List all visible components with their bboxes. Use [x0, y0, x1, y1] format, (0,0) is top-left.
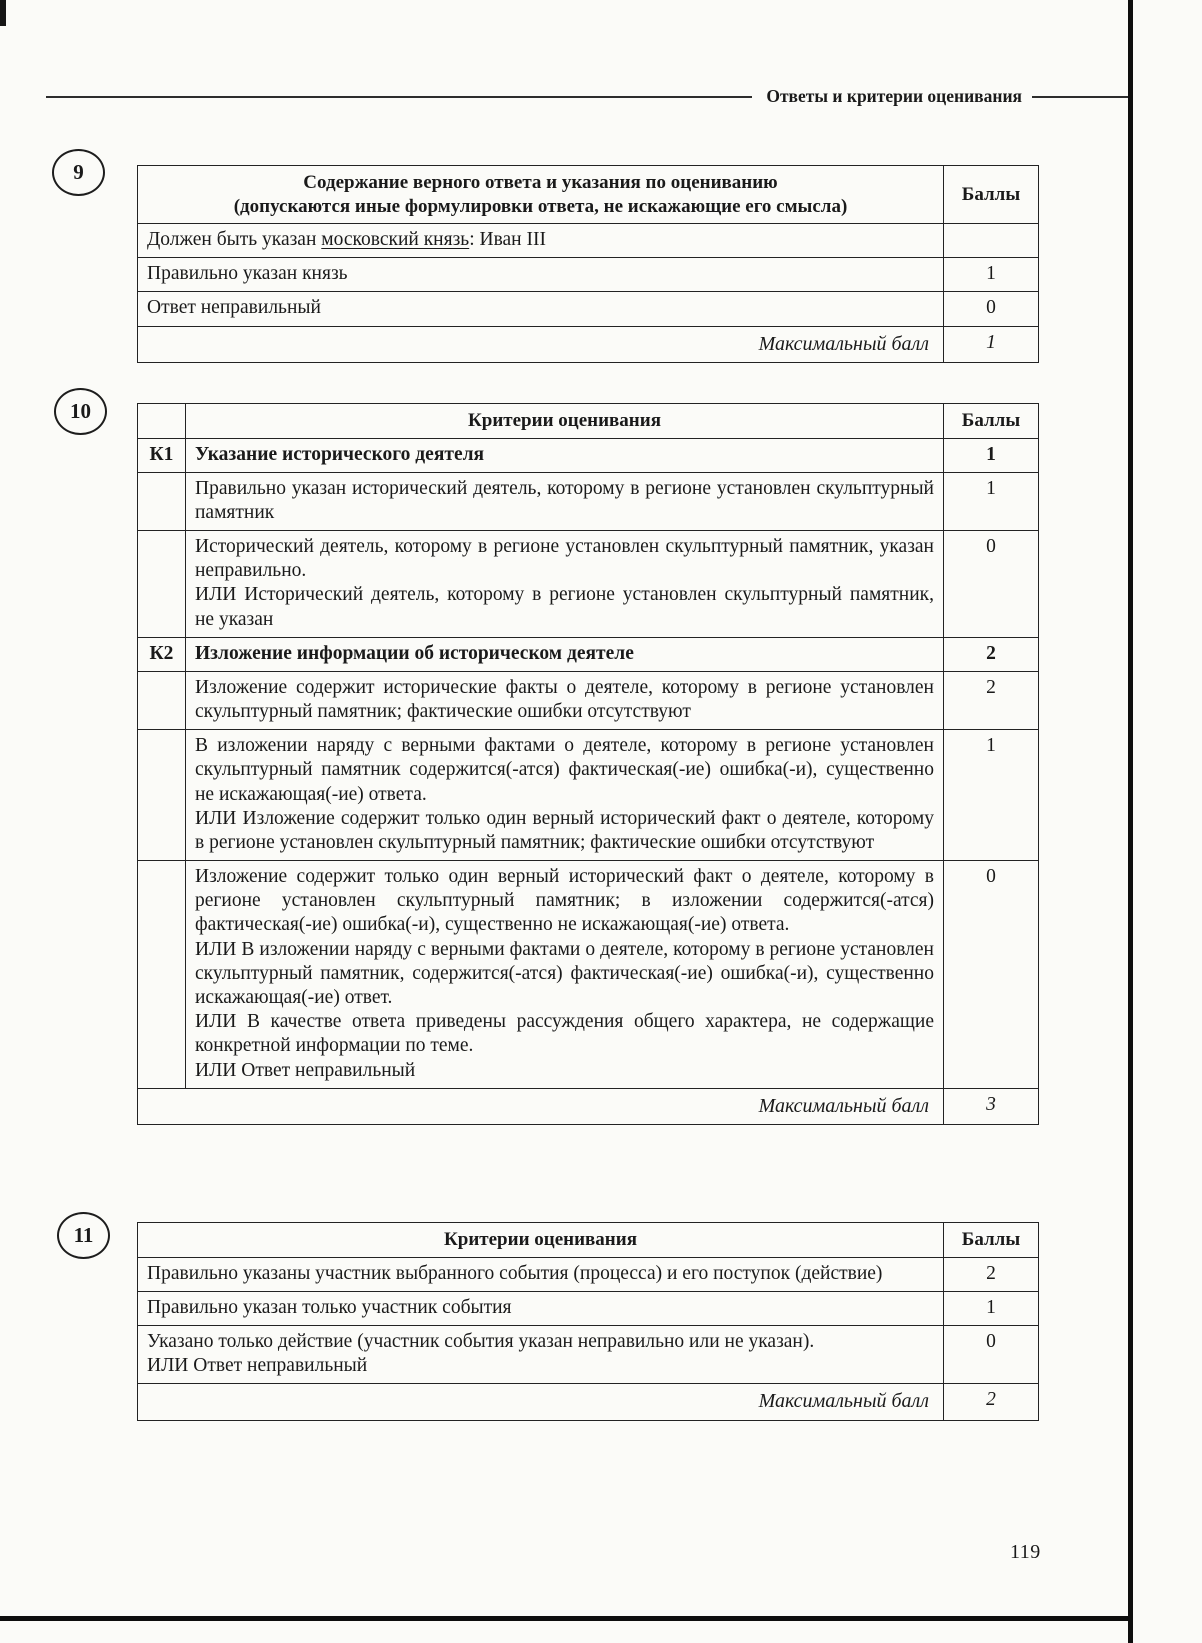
question-number: 10	[70, 399, 91, 423]
table-row	[138, 861, 1039, 1089]
page-number: 119	[1010, 1541, 1041, 1563]
question-number-badge-9	[52, 149, 105, 196]
question-number-badge-10	[54, 388, 107, 435]
criterion-paragraph: ИЛИ Ответ неправильный	[147, 1355, 368, 1377]
criterion-paragraph: ИЛИ Изложение содержит только один верный исторический факт о деятеле, которому в регионе установлен скульптурный памятник; фактические ошибки отсутствуют	[195, 807, 934, 853]
points-cell: 0	[944, 292, 1039, 326]
table-row	[138, 224, 1039, 258]
criteria-table-q10	[137, 403, 1039, 1125]
question-number-badge-11	[57, 1212, 110, 1259]
table-row	[138, 730, 1039, 861]
criteria-table-q9	[137, 165, 1039, 363]
criterion-text-cell	[186, 671, 944, 729]
points-header-cell: Баллы	[944, 404, 1039, 439]
table-row	[138, 671, 1039, 729]
criterion-text-cell	[186, 861, 944, 1089]
answer-text-suffix: : Иван III	[469, 229, 546, 251]
criterion-code-cell: К1	[138, 438, 186, 472]
scan-artifact-corner	[0, 0, 6, 26]
criterion-text-cell: Правильно указан князь	[138, 258, 944, 292]
criterion-code-cell	[138, 472, 186, 530]
criterion-paragraph: ИЛИ Ответ неправильный	[195, 1059, 416, 1081]
criteria-header-cell: Критерии оценивания	[186, 404, 944, 439]
criterion-paragraph: Правильно указан только участник события	[147, 1296, 512, 1318]
criterion-code-cell	[138, 730, 186, 861]
answer-header-line2: (допускаются иные формулировки ответа, не искажающие его смысла)	[233, 195, 848, 217]
table-header-row	[138, 404, 1039, 439]
header-rule-right	[1032, 96, 1128, 98]
points-cell	[944, 224, 1039, 258]
criterion-text-cell	[138, 1325, 944, 1383]
table-row	[138, 292, 1039, 326]
max-score-points: 1	[944, 326, 1039, 363]
criterion-paragraph: Указано только действие (участник события указан неправильно или не указан).	[147, 1330, 815, 1352]
page-edge-right	[1128, 0, 1133, 1643]
criterion-code-cell: К2	[138, 637, 186, 671]
criterion-text-cell	[186, 730, 944, 861]
max-score-label: Максимальный балл	[138, 1088, 944, 1125]
points-cell: 1	[944, 438, 1039, 472]
criterion-text-cell	[186, 531, 944, 638]
criterion-paragraph: ИЛИ В качестве ответа приведены рассуждения общего характера, не содержащие конкретной информации по теме.	[195, 1011, 934, 1057]
max-score-label: Максимальный балл	[138, 326, 944, 363]
criterion-text-cell	[138, 1291, 944, 1325]
max-score-points: 2	[944, 1384, 1039, 1421]
table-row	[138, 1257, 1039, 1291]
max-score-row	[138, 1088, 1039, 1125]
table-row	[138, 438, 1039, 472]
criterion-paragraph: ИЛИ Исторический деятель, которому в регионе установлен скульптурный памятник, не указан	[195, 584, 934, 630]
answer-text-cell	[138, 224, 944, 258]
answer-header-line1: Содержание верного ответа и указания по оцениванию	[303, 172, 778, 193]
criterion-paragraph: ИЛИ В изложении наряду с верными фактами о деятеле, которому в регионе установлен скульптурный памятник, содержится(-атся) фактическая(-ие) ошибка(-и), существенно искажающая(-ие) ответ.	[195, 938, 934, 1008]
table-row	[138, 472, 1039, 530]
points-header-cell: Баллы	[944, 1223, 1039, 1258]
criterion-code-header-cell	[138, 404, 186, 439]
criterion-title-cell: Изложение информации об историческом деятеле	[186, 637, 944, 671]
criterion-text-cell	[138, 1257, 944, 1291]
table-header-row	[138, 1223, 1039, 1258]
points-cell: 2	[944, 637, 1039, 671]
question-number: 9	[73, 160, 84, 184]
criteria-table-q11	[137, 1222, 1039, 1421]
running-header	[46, 86, 1128, 107]
points-cell: 2	[944, 671, 1039, 729]
running-header-title: Ответы и критерии оценивания	[766, 86, 1022, 106]
max-score-row	[138, 1384, 1039, 1421]
points-cell: 0	[944, 1325, 1039, 1383]
max-score-label: Максимальный балл	[138, 1384, 944, 1421]
criterion-code-cell	[138, 861, 186, 1089]
points-cell: 0	[944, 531, 1039, 638]
points-cell: 2	[944, 1257, 1039, 1291]
answer-header-cell	[138, 166, 944, 224]
table-row	[138, 531, 1039, 638]
criterion-text-cell: Ответ неправильный	[138, 292, 944, 326]
table-row	[138, 1325, 1039, 1383]
criterion-paragraph: Исторический деятель, которому в регионе установлен скульптурный памятник, указан неправильно.	[195, 536, 934, 582]
table-row	[138, 1291, 1039, 1325]
max-score-points: 3	[944, 1088, 1039, 1125]
criteria-header-cell: Критерии оценивания	[138, 1223, 944, 1258]
answer-text-prefix: Должен быть указан	[147, 229, 322, 251]
criterion-title-cell: Указание исторического деятеля	[186, 438, 944, 472]
question-number: 11	[73, 1223, 94, 1247]
answer-text-underlined: московский князь	[321, 229, 470, 251]
criterion-paragraph: Изложение содержит только один верный исторический факт о деятеле, которому в регионе установлен скульптурный памятник; в изложении содержится(-атся) фактическая(-ие) ошибка(-и), существенно не искажающая(-ие) ответа.	[195, 866, 934, 936]
criterion-text-cell	[186, 472, 944, 530]
max-score-row	[138, 326, 1039, 363]
points-cell: 0	[944, 861, 1039, 1089]
points-cell: 1	[944, 472, 1039, 530]
header-rule-left	[46, 96, 752, 98]
criterion-paragraph: Изложение содержит исторические факты о деятеле, которому в регионе установлен скульптурный памятник; фактические ошибки отсутствуют	[195, 676, 934, 723]
table-row	[138, 637, 1039, 671]
page-edge-bottom	[0, 1616, 1133, 1621]
criterion-paragraph: Правильно указан исторический деятель, которому в регионе установлен скульптурный памятник	[195, 477, 934, 523]
criterion-paragraph: В изложении наряду с верными фактами о деятеле, которому в регионе установлен скульптурный памятник содержится(-атся) фактическая(-ие) ошибка(-и), существенно не искажающая(-ие) ответа.	[195, 735, 934, 805]
points-header-cell: Баллы	[944, 166, 1039, 224]
points-cell: 1	[944, 730, 1039, 861]
points-cell: 1	[944, 1291, 1039, 1325]
points-cell: 1	[944, 258, 1039, 292]
table-row	[138, 258, 1039, 292]
table-header-row	[138, 166, 1039, 224]
criterion-code-cell	[138, 531, 186, 638]
criterion-paragraph: Правильно указаны участник выбранного события (процесса) и его поступок (действие)	[147, 1262, 883, 1284]
criterion-code-cell	[138, 671, 186, 729]
